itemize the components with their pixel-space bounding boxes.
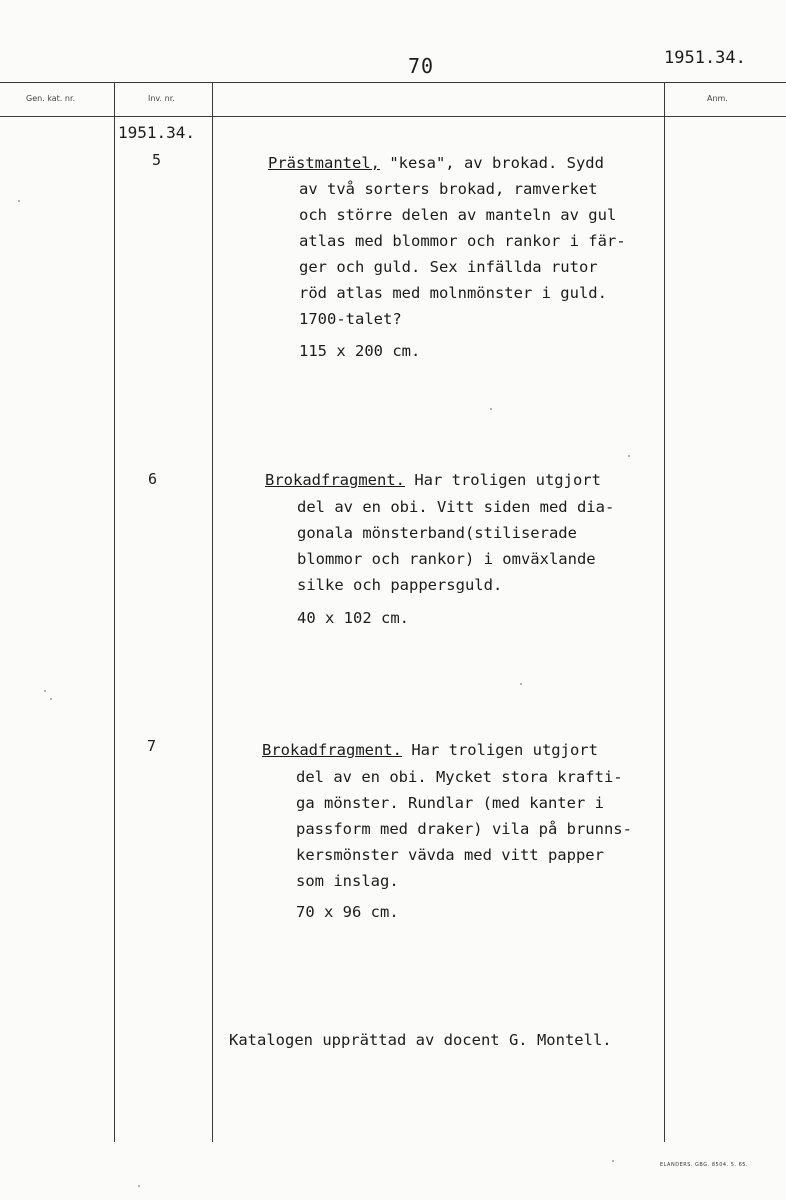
entry-line: kersmönster vävda med vitt papper	[296, 846, 604, 864]
entry-line: blommor och rankor) i omväxlande	[297, 550, 596, 568]
entry-line: atlas med blommor och rankor i fär-	[299, 232, 626, 250]
catalog-code-header: 1951.34.	[664, 48, 746, 68]
scan-speck	[138, 1185, 140, 1187]
entry-title: Brokadfragment.	[265, 471, 405, 489]
entry-description	[262, 737, 598, 763]
column-divider-inv-text	[212, 82, 213, 1142]
scan-speck	[612, 1160, 614, 1162]
scan-speck	[490, 408, 492, 410]
column-heading-gen-kat: Gen. kat. nr.	[26, 94, 76, 103]
entry-description	[297, 494, 614, 598]
entry-dimensions: 115 x 200 cm.	[299, 342, 421, 360]
entry-title: Prästmantel,	[268, 154, 380, 172]
entry-line: som inslag.	[296, 872, 399, 890]
column-heading-anm: Anm.	[707, 94, 728, 103]
scan-speck	[18, 200, 20, 202]
entry-description	[268, 150, 604, 176]
series-number: 1951.34.	[118, 123, 196, 142]
entry-line: Har troligen utgjort	[404, 471, 601, 489]
header-bottom-rule	[0, 116, 786, 117]
entry-description	[299, 176, 626, 332]
entry-line: och större delen av manteln av gul	[299, 206, 617, 224]
entry-dimensions: 40 x 102 cm.	[297, 609, 409, 627]
entry-number: 7	[147, 737, 157, 755]
entry-number: 6	[148, 470, 158, 488]
entry-line: röd atlas med molnmönster i guld.	[299, 284, 607, 302]
entry-line: 1700-talet?	[299, 310, 402, 328]
scan-speck	[44, 690, 46, 692]
entry-line: Har troligen utgjort	[401, 741, 598, 759]
printer-mark: ELANDERS. GBG. 8504. 5. 65.	[660, 1162, 749, 1168]
scan-speck	[50, 698, 52, 700]
catalog-signature: Katalogen upprättad av docent G. Montell.	[229, 1031, 612, 1049]
entry-description	[265, 467, 601, 493]
entry-line: gonala mönsterband(stiliserade	[297, 524, 577, 542]
entry-line: del av en obi. Mycket stora krafti-	[296, 768, 623, 786]
entry-line: "kesa", av brokad. Sydd	[379, 154, 604, 172]
column-divider-gen-inv	[114, 82, 115, 1142]
column-divider-text-anm	[664, 82, 665, 1142]
header-top-rule	[0, 82, 786, 83]
entry-dimensions: 70 x 96 cm.	[296, 903, 399, 921]
entry-number: 5	[152, 151, 162, 169]
entry-line: silke och pappersguld.	[297, 576, 503, 594]
scan-speck	[628, 455, 630, 457]
entry-line: passform med draker) vila på brunns-	[296, 820, 632, 838]
entry-title: Brokadfragment.	[262, 741, 402, 759]
scan-speck	[520, 683, 522, 685]
entry-line: del av en obi. Vitt siden med dia-	[297, 498, 615, 516]
entry-description	[296, 764, 632, 894]
entry-line: ga mönster. Rundlar (med kanter i	[296, 794, 604, 812]
entry-line: ger och guld. Sex infällda rutor	[299, 258, 598, 276]
page-number: 70	[408, 54, 435, 78]
entry-line: av två sorters brokad, ramverket	[299, 180, 598, 198]
column-heading-inv: Inv. nr.	[148, 94, 175, 103]
